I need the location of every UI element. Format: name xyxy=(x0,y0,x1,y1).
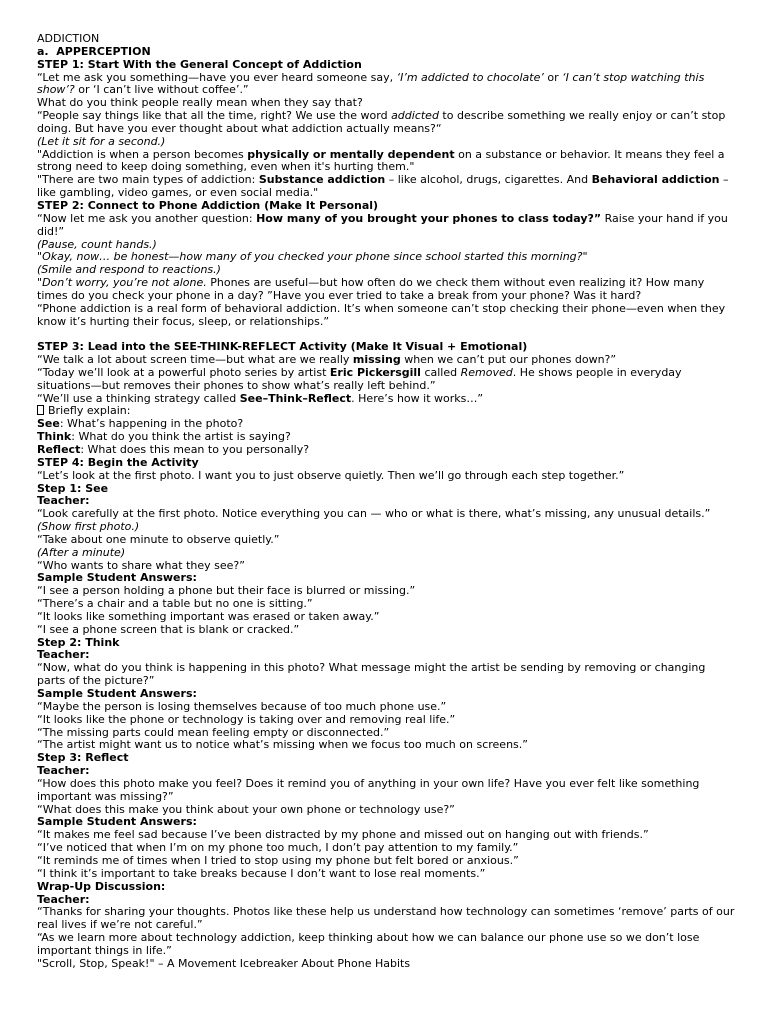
quote-emphasis: Okay, now… be honest—how many of you checked your phone since school started this morning? xyxy=(42,250,583,264)
teacher-quote: “What does this make you think about your own phone or technology use?” xyxy=(37,802,455,816)
series-title: Removed xyxy=(460,365,513,379)
step1-definition xyxy=(37,149,737,175)
quote-example: ‘I’m addicted to chocolate’ xyxy=(396,70,544,84)
quote-text: – like gambling, video games, or even social media." xyxy=(37,173,729,200)
addiction-type: Behavioral addiction xyxy=(591,173,720,187)
addiction-type: Substance addiction xyxy=(258,173,386,187)
student-answer: “Maybe the person is losing themselves because of too much phone use.” xyxy=(37,699,447,713)
step1-question: What do you think people really mean when they say that? xyxy=(37,96,363,110)
stage-direction: (Show first photo.) xyxy=(37,520,140,534)
student-answer: “I see a phone screen that is blank or cracked.” xyxy=(37,622,300,636)
teacher-label: Teacher: xyxy=(37,494,90,508)
teacher-quote: “Take about one minute to observe quietly.” xyxy=(37,532,280,546)
substep-reflect-heading: Step 3: Reflect xyxy=(37,751,129,765)
quote-text: or ‘I can’t live without coffee’.” xyxy=(74,83,249,97)
stage-direction: (Let it sit for a second.) xyxy=(37,134,166,148)
teacher-quote: “Now, what do you think is happening in this photo? What message might the artist be sending by removing or changing parts of the picture?” xyxy=(37,661,706,688)
quote-text: when we can’t put our phones down?” xyxy=(400,353,617,367)
student-answer: “It looks like the phone or technology is taking over and removing real life.” xyxy=(37,712,456,726)
student-answer: “It makes me feel sad because I’ve been distracted by my phone and missed out on hanging out with friends.” xyxy=(37,828,649,842)
closing-activity-title: "Scroll, Stop, Speak!" – A Movement Icebreaker About Phone Habits xyxy=(37,956,411,970)
teacher-label: Teacher: xyxy=(37,764,90,778)
quote-text: "There are two main types of addiction: xyxy=(37,173,259,187)
quote-mark: " xyxy=(582,250,588,264)
strategy-name: See–Think–Reflect xyxy=(239,391,352,405)
step2-phones-quote xyxy=(37,213,737,239)
quote-text: . He shows people in everyday situations—but removes their phones to show what’s really left behind.” xyxy=(37,365,682,392)
strategy-description: : What’s happening in the photo? xyxy=(59,417,244,431)
teacher-quote: “Thanks for sharing your thoughts. Photos like these help us understand how technology can sometimes ‘remove’ parts of our real lives if we’re not careful.” xyxy=(37,905,735,932)
teacher-label: Teacher: xyxy=(37,892,90,906)
student-answer: “I see a person holding a phone but their face is blurred or missing.” xyxy=(37,584,416,598)
quote-text: “Now let me ask you another question: xyxy=(37,211,257,225)
quote-text: “Today we’ll look at a powerful photo series by artist xyxy=(37,365,330,379)
quote-emphasis: addicted xyxy=(391,109,439,123)
teacher-quote: “Look carefully at the first photo. Notice everything you can — who or what is there, what’s missing, any unusual details.” xyxy=(37,507,711,521)
student-answer: “There’s a chair and a table but no one is sitting.” xyxy=(37,597,313,611)
quote-text: . Here’s how it works…” xyxy=(351,391,484,405)
student-answer: “I’ve noticed that when I’m on my phone too much, I don’t pay attention to my family.” xyxy=(37,841,519,855)
student-answer: “The artist might want us to notice what’s missing when we focus too much on screens.” xyxy=(37,738,528,752)
step3-artist-quote xyxy=(37,367,737,393)
briefly-explain-label: Briefly explain: xyxy=(48,404,131,418)
quote-text: “People say things like that all the time, right? We use the word xyxy=(37,109,392,123)
quote-mark: " xyxy=(37,250,43,264)
strategy-term: Reflect xyxy=(37,442,81,456)
strategy-description: : What does this mean to you personally? xyxy=(80,442,310,456)
substep-see-heading: Step 1: See xyxy=(37,481,109,495)
quote-text: on a substance or behavior. It means they feel a strong need to keep doing something, even when it's hurting them." xyxy=(37,147,725,174)
step1-types xyxy=(37,174,737,200)
quote-example: ‘I can’t stop watching this show’? xyxy=(37,70,705,97)
strategy-term: See xyxy=(37,417,60,431)
strategy-description: : What do you think the artist is saying? xyxy=(71,430,291,444)
answers-label: Sample Student Answers: xyxy=(37,571,197,585)
step1-opening-quote xyxy=(37,72,737,98)
quote-emphasis: How many of you brought your phones to class today?” xyxy=(256,211,602,225)
quote-text: "Addiction is when a person becomes xyxy=(37,147,248,161)
student-answer: “The missing parts could mean feeling empty or disconnected.” xyxy=(37,725,390,739)
stage-direction: (Pause, count hands.) xyxy=(37,237,157,251)
step1-word-quote xyxy=(37,110,737,136)
step3-strategy-quote xyxy=(37,393,737,406)
answers-label: Sample Student Answers: xyxy=(37,687,197,701)
substep-think-heading: Step 2: Think xyxy=(37,635,120,649)
quote-emphasis: physically or mentally dependent xyxy=(247,147,455,161)
strategy-step-reflect xyxy=(37,444,737,457)
student-answer: “It reminds me of times when I tried to stop using my phone but felt bored or anxious.” xyxy=(37,853,519,867)
missing-glyph-icon xyxy=(37,405,44,415)
quote-text: Phones are useful—but how often do we check them without even realizing it? How many times do you check your phone in a day? ”Have you ever tried to take a break from your phone? Was it hard? xyxy=(37,276,705,302)
quote-text: to describe something we really enjoy or can’t stop doing. But have you ever thought about what addiction actually means?“ xyxy=(37,109,726,135)
quote-text: or xyxy=(543,70,563,84)
quote-text: “Let me ask you something—have you ever heard someone say, xyxy=(37,70,397,84)
strategy-term: Think xyxy=(37,430,72,444)
teacher-quote: “As we learn more about technology addiction, keep thinking about how we can balance our phone use so we don’t lose important things in life.” xyxy=(37,931,700,957)
step2-reassure-quote xyxy=(37,277,737,303)
answers-label: Sample Student Answers: xyxy=(37,815,197,829)
step3-heading: STEP 3: Lead into the SEE-THINK-REFLECT Activity (Make It Visual + Emotional) xyxy=(37,340,528,354)
quote-text: “We’ll use a thinking strategy called xyxy=(37,391,240,405)
quote-text: “We talk a lot about screen time—but what are we really xyxy=(37,353,353,367)
teacher-quote: “Who wants to share what they see?” xyxy=(37,558,245,572)
artist-name: Eric Pickersgill xyxy=(329,365,421,379)
stage-direction: (After a minute) xyxy=(37,545,126,559)
quote-mark: " xyxy=(37,276,43,290)
wrap-up-heading: Wrap-Up Discussion: xyxy=(37,879,166,893)
quote-emphasis: Don’t worry, you’re not alone. xyxy=(42,276,207,290)
quote-text: Raise your hand if you did!” xyxy=(37,211,728,238)
teacher-quote: “How does this photo make you feel? Does it remind you of anything in your own life? Have you ever felt like something important was missing?” xyxy=(37,776,700,803)
student-answer: “It looks like something important was erased or taken away.” xyxy=(37,609,380,623)
step4-heading: STEP 4: Begin the Activity xyxy=(37,455,199,469)
step1-heading: STEP 1: Start With the General Concept of Addiction xyxy=(37,57,362,71)
step4-intro: “Let’s look at the first photo. I want you to just observe quietly. Then we’ll go through each step together.” xyxy=(37,468,625,482)
stage-direction: (Smile and respond to reactions.) xyxy=(37,263,221,277)
step2-definition-quote: “Phone addiction is a real form of behavioral addiction. It’s when someone can’t stop checking their phone—even when they know it’s hurting their focus, sleep, or relationships.” xyxy=(37,301,726,328)
teacher-label: Teacher: xyxy=(37,648,90,662)
step2-heading: STEP 2: Connect to Phone Addiction (Make It Personal) xyxy=(37,198,379,212)
quote-emphasis: missing xyxy=(352,353,401,367)
quote-text: called xyxy=(420,365,461,379)
document-title: ADDICTION xyxy=(37,32,100,45)
student-answer: “I think it’s important to take breaks because I don’t want to lose real moments.” xyxy=(37,866,486,880)
section-heading: a. APPERCEPTION xyxy=(37,44,151,58)
quote-text: – like alcohol, drugs, cigarettes. And xyxy=(385,173,592,187)
